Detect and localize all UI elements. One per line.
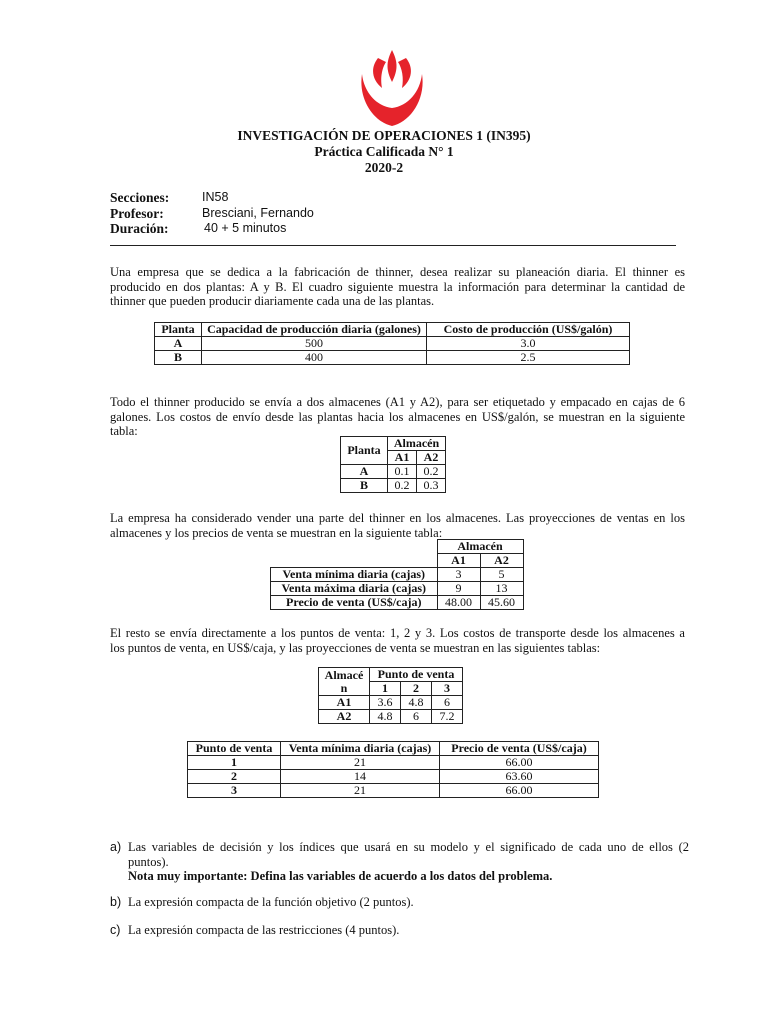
warehouse-sales-table [270, 539, 524, 610]
table-cell: A [341, 465, 388, 479]
table-header: A2 [480, 554, 523, 568]
table-cell: B [155, 351, 202, 365]
table-cell: 9 [437, 582, 480, 596]
table-cell: 500 [202, 337, 427, 351]
header-line: n [340, 680, 348, 695]
plants-table [154, 322, 630, 365]
table-cell: A2 [319, 710, 370, 724]
table-cell: 2.5 [427, 351, 630, 365]
table-cell: Precio de venta (US$/caja) [271, 596, 438, 610]
intro-line: thinner que pueden producir diariamente cada una de las plantas. [110, 294, 435, 308]
table-header: Planta [341, 437, 388, 465]
table-header: Costo de producción (US$/galón) [427, 323, 630, 337]
table-cell: 0.2 [388, 479, 417, 493]
table-header: Punto de venta [370, 668, 463, 682]
table-row [188, 770, 599, 784]
table-row [271, 568, 524, 582]
table-header [319, 668, 370, 696]
sales-line: La empresa ha considerado vender una parte del thinner en los almacenes. Las proyecciones de ventas en los [110, 511, 685, 525]
table-cell: 400 [202, 351, 427, 365]
table-cell: 6 [432, 696, 463, 710]
question-a-line: Las variables de decisión y los índices que usará en su modelo y el significado de cada uno de ellos (2 [128, 840, 689, 854]
points-of-sale-table [187, 741, 599, 798]
table-row [155, 337, 630, 351]
table-cell: 21 [281, 784, 440, 798]
transport-cost-table [318, 667, 463, 724]
rest-line: los puntos de venta, en US$/caja, y las proyecciones de venta se muestran en las siguientes tablas: [110, 640, 601, 655]
table-cell: 21 [281, 756, 440, 770]
question-c-letter: c) [110, 923, 121, 937]
table-header: Planta [155, 323, 202, 337]
table-header: Capacidad de producción diaria (galones) [202, 323, 427, 337]
table-cell: 66.00 [440, 756, 599, 770]
header-divider [110, 245, 676, 246]
intro-paragraph [110, 265, 685, 309]
rest-paragraph [110, 626, 685, 655]
professor-value: Bresciani, Fernando [202, 206, 314, 220]
table-header: A2 [417, 451, 446, 465]
question-b-letter: b) [110, 895, 122, 909]
table-row [188, 784, 599, 798]
table-row [271, 582, 524, 596]
term: 2020-2 [364, 160, 404, 175]
table-cell: 2 [188, 770, 281, 784]
table-header: A1 [388, 451, 417, 465]
sections-label: Secciones: [110, 190, 170, 205]
table-cell: 45.60 [480, 596, 523, 610]
university-logo [356, 48, 428, 130]
question-c: La expresión compacta de las restricciones (4 puntos). [128, 923, 400, 937]
table-cell: A1 [319, 696, 370, 710]
table-header: 3 [432, 682, 463, 696]
question-a-note: Nota muy importante: Defina las variables de acuerdo a los datos del problema. [128, 869, 553, 883]
table-cell: 5 [480, 568, 523, 582]
table-header: Almacén [388, 437, 446, 451]
shipping-line: tabla: [110, 424, 138, 438]
table-cell: 3.0 [427, 337, 630, 351]
table-row [341, 465, 446, 479]
question-a-letter: a) [110, 840, 122, 854]
sections-value: IN58 [202, 190, 229, 204]
table-cell: A [155, 337, 202, 351]
question-a [128, 840, 703, 884]
table-cell: 48.00 [437, 596, 480, 610]
table-cell: Venta mínima diaria (cajas) [271, 568, 438, 582]
table-cell: 14 [281, 770, 440, 784]
table-cell: 13 [480, 582, 523, 596]
table-row [155, 351, 630, 365]
table-header-row [188, 742, 599, 756]
professor-label: Profesor: [110, 206, 164, 221]
sales-line: almacenes y los precios de venta se muestran en la siguiente tabla: [110, 525, 443, 540]
table-header: Venta mínima diaria (cajas) [281, 742, 440, 756]
table-cell: 4.8 [370, 710, 401, 724]
intro-line: producido en dos plantas: A y B. El cuadro siguiente muestra la información para determinar la cantidad de [110, 279, 685, 294]
table-cell: 6 [401, 710, 432, 724]
sales-paragraph [110, 511, 685, 540]
table-header: Punto de venta [188, 742, 281, 756]
table-cell: Venta máxima diaria (cajas) [271, 582, 438, 596]
shipping-line: galones. Los costos de envío desde las plantas hacia los almacenes en US$/galón, se muestran en la siguiente [110, 409, 685, 424]
table-header: Almacén [437, 540, 523, 554]
duration-label: Duración: [110, 221, 169, 236]
table-row [319, 696, 463, 710]
shipping-cost-table [340, 436, 446, 493]
course-title: INVESTIGACIÓN DE OPERACIONES 1 (IN395) [237, 128, 531, 143]
table-cell: 0.1 [388, 465, 417, 479]
table-row [271, 596, 524, 610]
shipping-paragraph [110, 395, 685, 439]
table-cell: 63.60 [440, 770, 599, 784]
table-cell: 7.2 [432, 710, 463, 724]
table-cell: 1 [188, 756, 281, 770]
table-cell: 66.00 [440, 784, 599, 798]
table-cell: 0.3 [417, 479, 446, 493]
question-b: La expresión compacta de la función objetivo (2 puntos). [128, 895, 414, 909]
shipping-line: Todo el thinner producido se envía a dos almacenes (A1 y A2), para ser etiquetado y empacado en cajas de 6 [110, 395, 685, 409]
table-cell: 3 [188, 784, 281, 798]
table-cell: 0.2 [417, 465, 446, 479]
table-cell: 4.8 [401, 696, 432, 710]
table-cell: 3 [437, 568, 480, 582]
table-row [341, 479, 446, 493]
table-header-row [155, 323, 630, 337]
table-header: Precio de venta (US$/caja) [440, 742, 599, 756]
table-row [319, 710, 463, 724]
table-row [188, 756, 599, 770]
header-line: Almacé [324, 667, 364, 682]
table-header: A1 [437, 554, 480, 568]
table-header: 1 [370, 682, 401, 696]
intro-line: Una empresa que se dedica a la fabricación de thinner, desea realizar su planeación diaria. El thinner es [110, 265, 685, 279]
table-cell: 3.6 [370, 696, 401, 710]
duration-value: 40 + 5 minutos [204, 221, 287, 235]
table-header: 2 [401, 682, 432, 696]
question-a-line: puntos). [128, 854, 169, 869]
exam-title: Práctica Calificada N° 1 [314, 144, 454, 159]
rest-line: El resto se envía directamente a los puntos de venta: 1, 2 y 3. Los costos de transporte desde los almacenes a [110, 626, 685, 640]
table-cell: B [341, 479, 388, 493]
